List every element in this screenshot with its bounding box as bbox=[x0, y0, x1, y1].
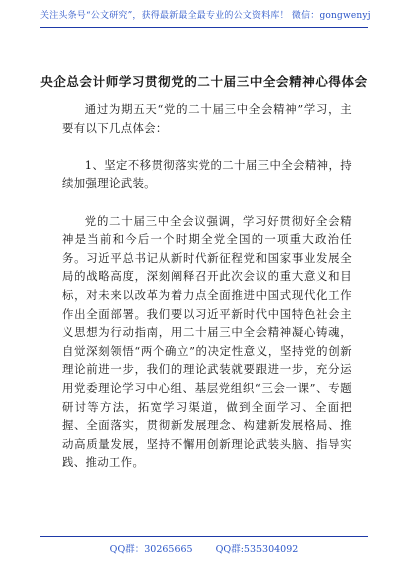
paragraph-intro: 通过为期五天“党的二十届三中全会精神”学习，主要有以下几点体会： bbox=[62, 102, 352, 135]
footer-qq-group-2: QQ群:535304092 bbox=[215, 544, 299, 555]
paragraph-body-1: 党的二十届三中全会议强调，学习好贯彻好全会精神是当前和今后一个时期全党全国的一项重大政治任务。习近平总书记从新时代新征程党和国家事业发展全局的战略高度，深刻阐释召开此次会议的重大意义和目标，对未来以改革为着力点全面推进中国式现代化工作作出全面部署。我们要以习近平新时代中国特色社会主义思想为行动指南，用二十届三中全会精神凝心铸魂，自觉深刻领悟“两个确立”的决定性意义，坚持党的创新理论前进一步，我们的理论武装就要跟进一步，充分运用党委理论学习中心组、基层党组织“三会一课”、专题研讨等方法，拓宽学习渠道，做到全面学习、全面把握、全面落实，贯彻新发展理念、构建新发展格局、推动高质量发展，坚持不懈用创新理论武装头脑、指导实践、推动工作。 bbox=[62, 213, 352, 470]
paragraph-heading-1: 1、坚定不移贯彻落实党的二十届三中全会精神，持续加强理论武装。 bbox=[62, 157, 352, 191]
document-body bbox=[62, 100, 352, 472]
footer bbox=[40, 536, 368, 555]
footer-qq-group-1: QQ群：30265665 bbox=[109, 544, 193, 555]
document-title: 央企总会计师学习贯彻党的二十届三中全会精神心得体会 bbox=[40, 74, 368, 89]
header-banner: 关注头条号“公文研究”，获得最新最全最专业的公文资料库！ 微信：gongwenyj bbox=[40, 8, 368, 28]
